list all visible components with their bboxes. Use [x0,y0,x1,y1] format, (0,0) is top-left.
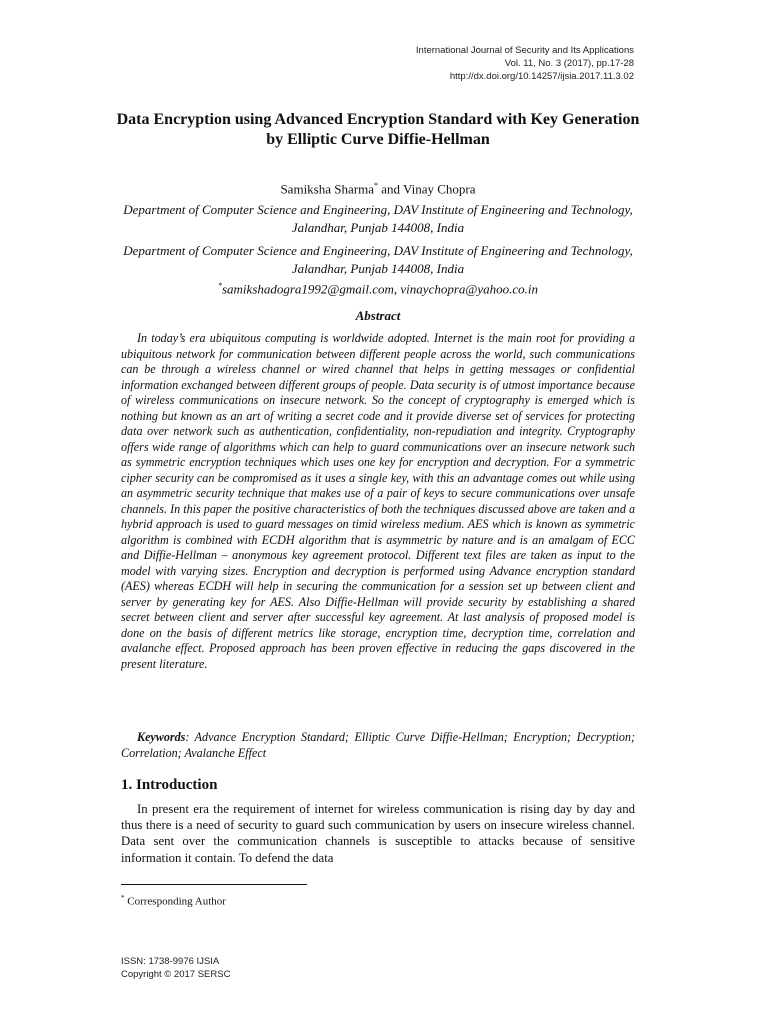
footnote-divider [121,884,307,885]
section-heading-introduction: 1. Introduction [121,777,218,793]
paper-title: Data Encryption using Advanced Encryption Standard with Key Generation by Elliptic Curve Diffie-Hellman [116,111,640,148]
author-conjunction: and [377,181,404,197]
email-line [115,277,641,298]
corresponding-mark: * [373,181,378,190]
issn-line: ISSN: 1738-9976 IJSIA [121,956,220,967]
author-name: Samiksha Sharma [280,181,374,197]
abstract-heading: Abstract [355,308,401,323]
introduction-paragraph: In present era the requirement of internet for wireless communication is rising day by day and thus there is a need of security to guard such communication by users on insecure wireless channel. Data sent over the communication channels is susceptible to attacks because of sensitive information it contain. To defend the data [121,802,635,865]
keywords-list: : Advance Encryption Standard; Elliptic Curve Diffie-Hellman; Encryption; Decryption; Correlation; Avalanche Effect [121,730,635,760]
abstract-body: In today’s era ubiquitous computing is worldwide adopted. Internet is the main root for providing a ubiquitous network for communication between different people across the world, such communications can be through a wireless channel or wired channel that helps in getting messages or confidential information exchanged between different groups of people. Data security is of utmost importance because of wireless communications on insecure network. So the concept of cryptography is emerged which is nothing but known as an art of writing a secret code and it provide diverse set of services for protecting data over network such as authentication, confidentiality, non-repudiation and integrity. Cryptography offers wide range of algorithms which can help to guard communications over an insecure network such as symmetric encryption techniques which uses one key for encryption and decryption. For a symmetric cipher security can be compromised as it uses a single key, with this an advantage comes out while using an asymmetric security technique that makes use of a pair of keys to secure communications over unsafe channels. In this paper the positive characteristics of both the techniques discussed above are taken and a hybrid approach is used to guard messages on timid wireless medium. AES which is known as symmetric algorithm is combined with ECDH algorithm that is asymmetric by nature and is an amalgam of ECC and Diffie-Hellman – anonymous key agreement protocol. Different text files are taken as input to the model with varying sizes. Encryption and decryption is performed using Advance encryption standard (AES) whereas ECDH will help in securing the communication for a session set up between client and server by generating key for AES. Also Diffie-Hellman will provide security by establishing a shared secret between client and server after successful key agreement. At last analysis of proposed model is done on the basis of different metrics like storage, encryption time, decryption time, correlation and avalanche effect. Proposed approach has been proven effective in reducing the gaps discovered in the present literature. [121,331,635,671]
running-header [416,44,634,83]
copyright-line: Copyright © 2017 SERSC [121,969,231,980]
author-name: Vinay Chopra [403,181,476,197]
volume-info: Vol. 11, No. 3 (2017), pp.17-28 [504,58,634,69]
affiliation-1: Department of Computer Science and Engineering, DAV Institute of Engineering and Technology, Jalandhar, Punjab 144008, India [123,202,633,235]
author-emails[interactable]: samikshadogra1992@gmail.com, vinaychopra@yahoo.co.in [221,281,539,297]
page-footer [121,955,230,981]
affiliation-2 [115,242,641,298]
affiliation-text: Department of Computer Science and Engineering, DAV Institute of Engineering and Technology, Jalandhar, Punjab 144008, India [123,243,633,276]
email-mark: * [217,281,222,290]
doi-link[interactable]: http://dx.doi.org/10.14257/ijsia.2017.11.3.02 [449,71,634,82]
author-line [0,177,756,197]
journal-name: International Journal of Security and Its Applications [415,45,634,56]
keywords-paragraph [121,730,635,761]
footnote-text: Corresponding Author [124,895,226,908]
footnote [121,891,226,909]
footnote-mark: * [121,894,125,902]
keywords-label: Keywords [137,730,186,744]
